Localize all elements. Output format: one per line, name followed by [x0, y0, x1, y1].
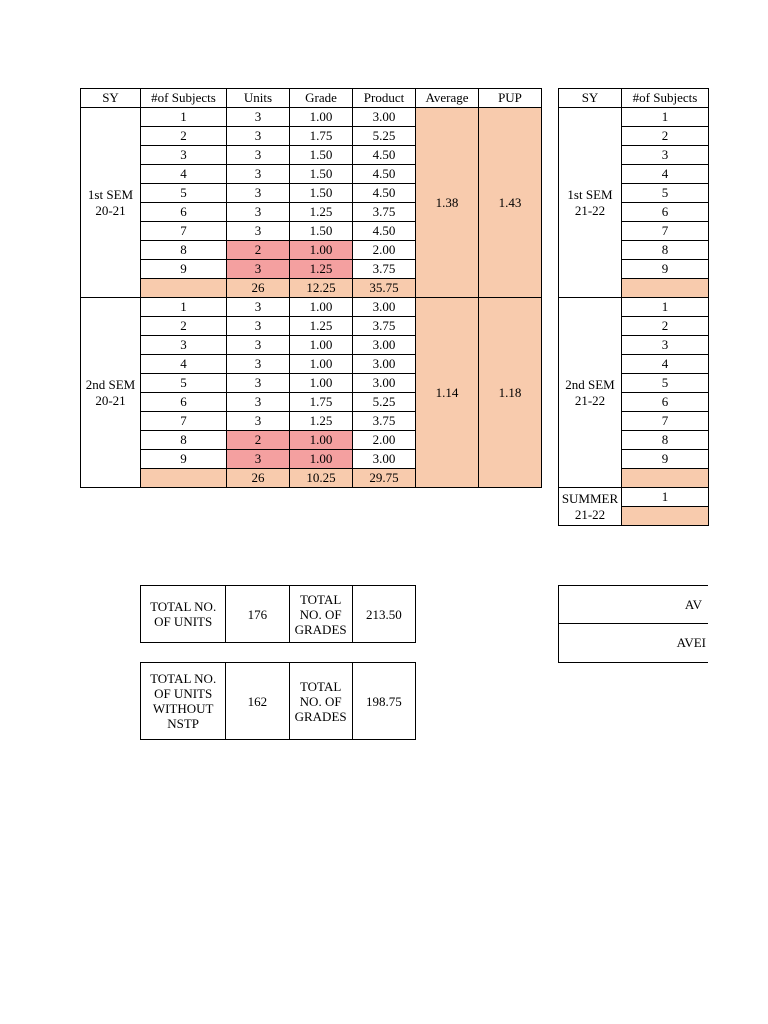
subject-number: 8	[141, 431, 227, 450]
total-blank-cell	[622, 507, 709, 526]
subject-number: 3	[622, 336, 709, 355]
grade-cell: 1.00	[290, 108, 353, 127]
subject-number: 4	[622, 165, 709, 184]
header-average: Average	[416, 89, 479, 108]
grade-cell: 1.50	[290, 184, 353, 203]
subject-number: 3	[622, 146, 709, 165]
grade-cell: 1.50	[290, 165, 353, 184]
total-units-nstp-value: 162	[226, 663, 289, 740]
subject-number: 2	[141, 127, 227, 146]
subject-number: 1	[622, 108, 709, 127]
product-cell: 3.75	[353, 317, 416, 336]
table-row	[559, 488, 709, 507]
units-cell: 3	[227, 146, 290, 165]
table-row	[559, 108, 709, 127]
subject-number: 1	[141, 108, 227, 127]
product-cell: 4.50	[353, 184, 416, 203]
units-cell: 3	[227, 203, 290, 222]
units-cell: 3	[227, 222, 290, 241]
subject-number: 1	[141, 298, 227, 317]
subject-number: 2	[141, 317, 227, 336]
subject-number: 7	[622, 412, 709, 431]
header-subjects: #of Subjects	[622, 89, 709, 108]
subject-number: 5	[141, 184, 227, 203]
average-cell: 1.14	[416, 298, 479, 488]
units-cell: 3	[227, 165, 290, 184]
grade-cell: 1.75	[290, 127, 353, 146]
product-cell: 3.75	[353, 203, 416, 222]
grade-cell: 1.00	[290, 241, 353, 260]
units-cell: 3	[227, 393, 290, 412]
grade-cell: 1.75	[290, 393, 353, 412]
total-units-cell: 26	[227, 279, 290, 298]
table-row	[81, 108, 542, 127]
header-pup: PUP	[479, 89, 542, 108]
units-cell: 2	[227, 431, 290, 450]
grade-cell: 1.00	[290, 336, 353, 355]
units-cell: 3	[227, 317, 290, 336]
product-cell: 2.00	[353, 241, 416, 260]
product-cell: 4.50	[353, 165, 416, 184]
table-header-row	[81, 89, 542, 108]
semester-label: 1st SEM 20-21	[81, 108, 141, 298]
units-cell: 3	[227, 374, 290, 393]
summer-label: SUMMER 21-22	[559, 488, 622, 526]
total-units-label: TOTAL NO. OF UNITS	[141, 586, 226, 643]
units-cell: 3	[227, 450, 290, 469]
product-cell: 3.00	[353, 450, 416, 469]
right-average-label-1: AV	[684, 597, 702, 612]
total-units-cell: 26	[227, 469, 290, 488]
header-sy: SY	[81, 89, 141, 108]
units-cell: 3	[227, 108, 290, 127]
subject-number: 4	[622, 355, 709, 374]
product-cell: 3.00	[353, 374, 416, 393]
total-grades-label: TOTAL NO. OF GRADES	[289, 663, 352, 740]
semester-label: 2nd SEM 21-22	[559, 298, 622, 488]
subject-number: 7	[141, 412, 227, 431]
subject-number: 8	[622, 241, 709, 260]
grade-cell: 1.00	[290, 355, 353, 374]
grade-cell: 1.00	[290, 298, 353, 317]
subject-number: 6	[622, 203, 709, 222]
total-blank-cell	[622, 469, 709, 488]
total-blank-cell	[141, 469, 227, 488]
product-cell: 2.00	[353, 431, 416, 450]
total-blank-cell	[141, 279, 227, 298]
grade-cell: 1.25	[290, 412, 353, 431]
grade-cell: 1.00	[290, 450, 353, 469]
subject-number: 2	[622, 127, 709, 146]
product-cell: 4.50	[353, 146, 416, 165]
subject-number: 8	[141, 241, 227, 260]
subject-number: 6	[141, 203, 227, 222]
product-cell: 3.75	[353, 412, 416, 431]
grade-cell: 1.25	[290, 203, 353, 222]
table-header-row	[559, 89, 709, 108]
product-cell: 5.25	[353, 393, 416, 412]
total-grades-value: 198.75	[352, 663, 415, 740]
grade-cell: 1.25	[290, 260, 353, 279]
units-cell: 3	[227, 298, 290, 317]
total-units-nstp-label: TOTAL NO. OF UNITS WITHOUT NSTP	[141, 663, 226, 740]
header-subjects: #of Subjects	[141, 89, 227, 108]
product-cell: 3.75	[353, 260, 416, 279]
product-cell: 5.25	[353, 127, 416, 146]
units-cell: 3	[227, 336, 290, 355]
subject-number: 9	[141, 260, 227, 279]
total-grades-value: 213.50	[352, 586, 415, 643]
total-grades-label: TOTAL NO. OF GRADES	[289, 586, 352, 643]
grade-cell: 1.00	[290, 431, 353, 450]
subject-number: 4	[141, 355, 227, 374]
units-cell: 3	[227, 355, 290, 374]
subject-number: 9	[622, 450, 709, 469]
units-cell: 3	[227, 412, 290, 431]
header-product: Product	[353, 89, 416, 108]
header-grade: Grade	[290, 89, 353, 108]
total-blank-cell	[622, 279, 709, 298]
semester-label: 1st SEM 21-22	[559, 108, 622, 298]
subject-number: 5	[141, 374, 227, 393]
subject-number: 7	[141, 222, 227, 241]
header-sy: SY	[559, 89, 622, 108]
subject-number: 3	[141, 146, 227, 165]
subject-number: 1	[622, 488, 709, 507]
subject-number: 8	[622, 431, 709, 450]
table-row	[81, 298, 542, 317]
subject-number: 1	[622, 298, 709, 317]
subject-number: 6	[141, 393, 227, 412]
subject-number: 9	[141, 450, 227, 469]
subject-number: 6	[622, 393, 709, 412]
units-cell: 3	[227, 260, 290, 279]
subject-number: 4	[141, 165, 227, 184]
product-cell: 3.00	[353, 298, 416, 317]
total-grade-cell: 12.25	[290, 279, 353, 298]
subject-number: 5	[622, 184, 709, 203]
total-units-value: 176	[226, 586, 289, 643]
semester-label: 2nd SEM 20-21	[81, 298, 141, 488]
grade-cell: 1.25	[290, 317, 353, 336]
pup-cell: 1.43	[479, 108, 542, 298]
total-grade-cell: 10.25	[290, 469, 353, 488]
subject-number: 9	[622, 260, 709, 279]
units-cell: 3	[227, 184, 290, 203]
subject-number: 5	[622, 374, 709, 393]
product-cell: 3.00	[353, 108, 416, 127]
table-row	[559, 298, 709, 317]
totals-box-units	[140, 585, 416, 643]
total-product-cell: 35.75	[353, 279, 416, 298]
right-grades-table	[558, 88, 709, 526]
grade-cell: 1.50	[290, 146, 353, 165]
totals-box-units-without-nstp	[140, 662, 416, 740]
pup-cell: 1.18	[479, 298, 542, 488]
subject-number: 2	[622, 317, 709, 336]
grade-cell: 1.00	[290, 374, 353, 393]
average-cell: 1.38	[416, 108, 479, 298]
subject-number: 7	[622, 222, 709, 241]
units-cell: 2	[227, 241, 290, 260]
product-cell: 4.50	[353, 222, 416, 241]
product-cell: 3.00	[353, 355, 416, 374]
grade-cell: 1.50	[290, 222, 353, 241]
right-average-label-2: AVEI	[676, 635, 706, 650]
product-cell: 3.00	[353, 336, 416, 355]
subject-number: 3	[141, 336, 227, 355]
right-average-row-1	[558, 585, 708, 624]
header-units: Units	[227, 89, 290, 108]
right-average-row-2	[558, 623, 708, 663]
left-grades-table	[80, 88, 542, 488]
total-product-cell: 29.75	[353, 469, 416, 488]
units-cell: 3	[227, 127, 290, 146]
